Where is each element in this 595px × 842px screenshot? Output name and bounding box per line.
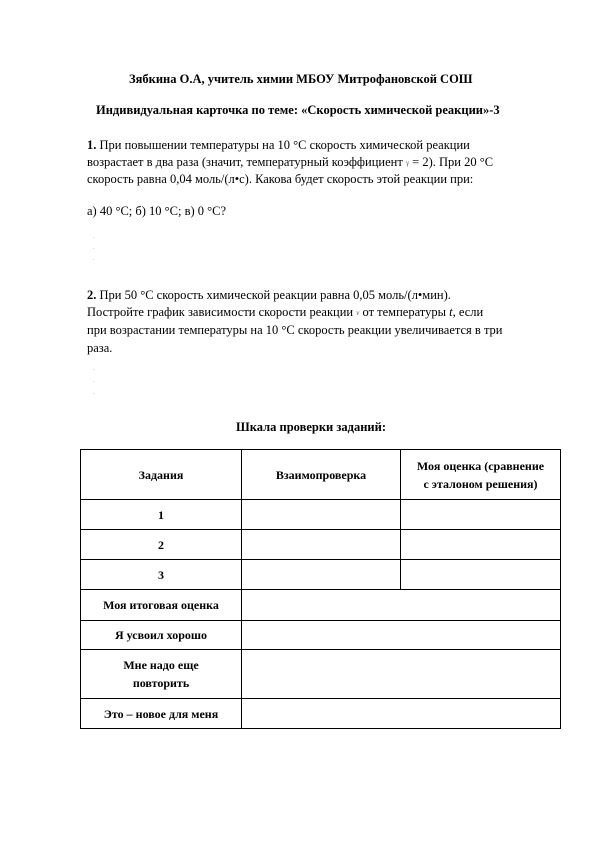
final-grade-cell[interactable]	[242, 590, 561, 621]
answer-dot: .	[93, 245, 95, 251]
need-repeat-line-1: Мне надо еще	[123, 658, 199, 672]
task-number-cell: 3	[81, 560, 242, 590]
answer-dot: .	[93, 366, 95, 372]
task2-number: 2.	[87, 288, 97, 302]
answer-dot: .	[93, 378, 95, 384]
self-grade-cell[interactable]	[401, 500, 561, 530]
task1-options: а) 40 °С; б) 10 °С; в) 0 °С?	[87, 204, 227, 218]
answer-dot: .	[93, 256, 95, 262]
header-self-grade	[401, 450, 561, 500]
task1-number: 1.	[87, 138, 97, 152]
self-grade-cell[interactable]	[401, 560, 561, 590]
card-title: Индивидуальная карточка по теме: «Скорость химической реакции»-3	[96, 103, 500, 117]
table-row	[81, 560, 561, 590]
learned-well-label: Я усвоил хорошо	[81, 621, 242, 650]
peer-review-cell[interactable]	[242, 560, 401, 590]
answer-dot: .	[93, 390, 95, 396]
learned-well-cell[interactable]	[242, 621, 561, 650]
table-row	[81, 590, 561, 621]
task1-text-1: При повышении температуры на 10 °С скорость химической реакции	[96, 138, 470, 152]
header-tasks: Задания	[81, 450, 242, 500]
need-repeat-cell[interactable]	[242, 650, 561, 699]
peer-review-cell[interactable]	[242, 530, 401, 560]
task2-text-2b: от температуры	[359, 305, 450, 319]
header-peer-review: Взаимопроверка	[242, 450, 401, 500]
header-self-grade-line-2: с эталоном решения)	[423, 476, 538, 491]
peer-review-cell[interactable]	[242, 500, 401, 530]
task2-text-2c: , если	[452, 305, 484, 319]
table-row	[81, 699, 561, 729]
need-repeat-line-2: повторить	[132, 676, 190, 690]
new-for-me-label: Это – новое для меня	[81, 699, 242, 729]
task-number-cell: 2	[81, 530, 242, 560]
task1-line-3: скорость равна 0,04 моль/(л•с). Какова будет скорость этой реакции при:	[87, 172, 474, 186]
self-grade-cell[interactable]	[401, 530, 561, 560]
table-row	[81, 621, 561, 650]
task2-line-4: раза.	[87, 341, 113, 355]
task2-line-2	[87, 303, 483, 322]
answer-dot: .	[93, 234, 95, 240]
task2-line-3: при возрастании температуры на 10 °С скорость реакции увеличивается в три	[87, 323, 503, 337]
scale-title: Шкала проверки заданий:	[236, 420, 386, 434]
task1-text-2a: возрастает в два раза (значит, температурный коэффициент	[87, 155, 406, 169]
table-row	[81, 530, 561, 560]
task2-text-1: При 50 °С скорость химической реакции равна 0,05 моль/(л•мин).	[96, 288, 451, 302]
v-symbol: v	[356, 309, 360, 317]
table-row	[81, 500, 561, 530]
final-grade-label: Моя итоговая оценка	[81, 590, 242, 621]
task2-line-1	[87, 286, 451, 304]
header-self-grade-line-1: Моя оценка (сравнение	[416, 458, 545, 473]
new-for-me-cell[interactable]	[242, 699, 561, 729]
t-symbol: t	[449, 305, 453, 319]
task1-text-2b: = 2). При 20 °С	[409, 155, 494, 169]
task-number-cell: 1	[81, 500, 242, 530]
task1-line-1	[87, 136, 470, 154]
evaluation-table	[80, 449, 561, 729]
table-header-row	[81, 450, 561, 500]
task2-text-2a: Постройте график зависимости скорости реакции	[87, 305, 357, 319]
gamma-symbol: γ	[405, 159, 410, 167]
author-line: Зябкина О.А, учитель химии МБОУ Митрофановской СОШ	[129, 72, 473, 86]
need-repeat-label	[81, 650, 242, 699]
table-row	[81, 650, 561, 699]
